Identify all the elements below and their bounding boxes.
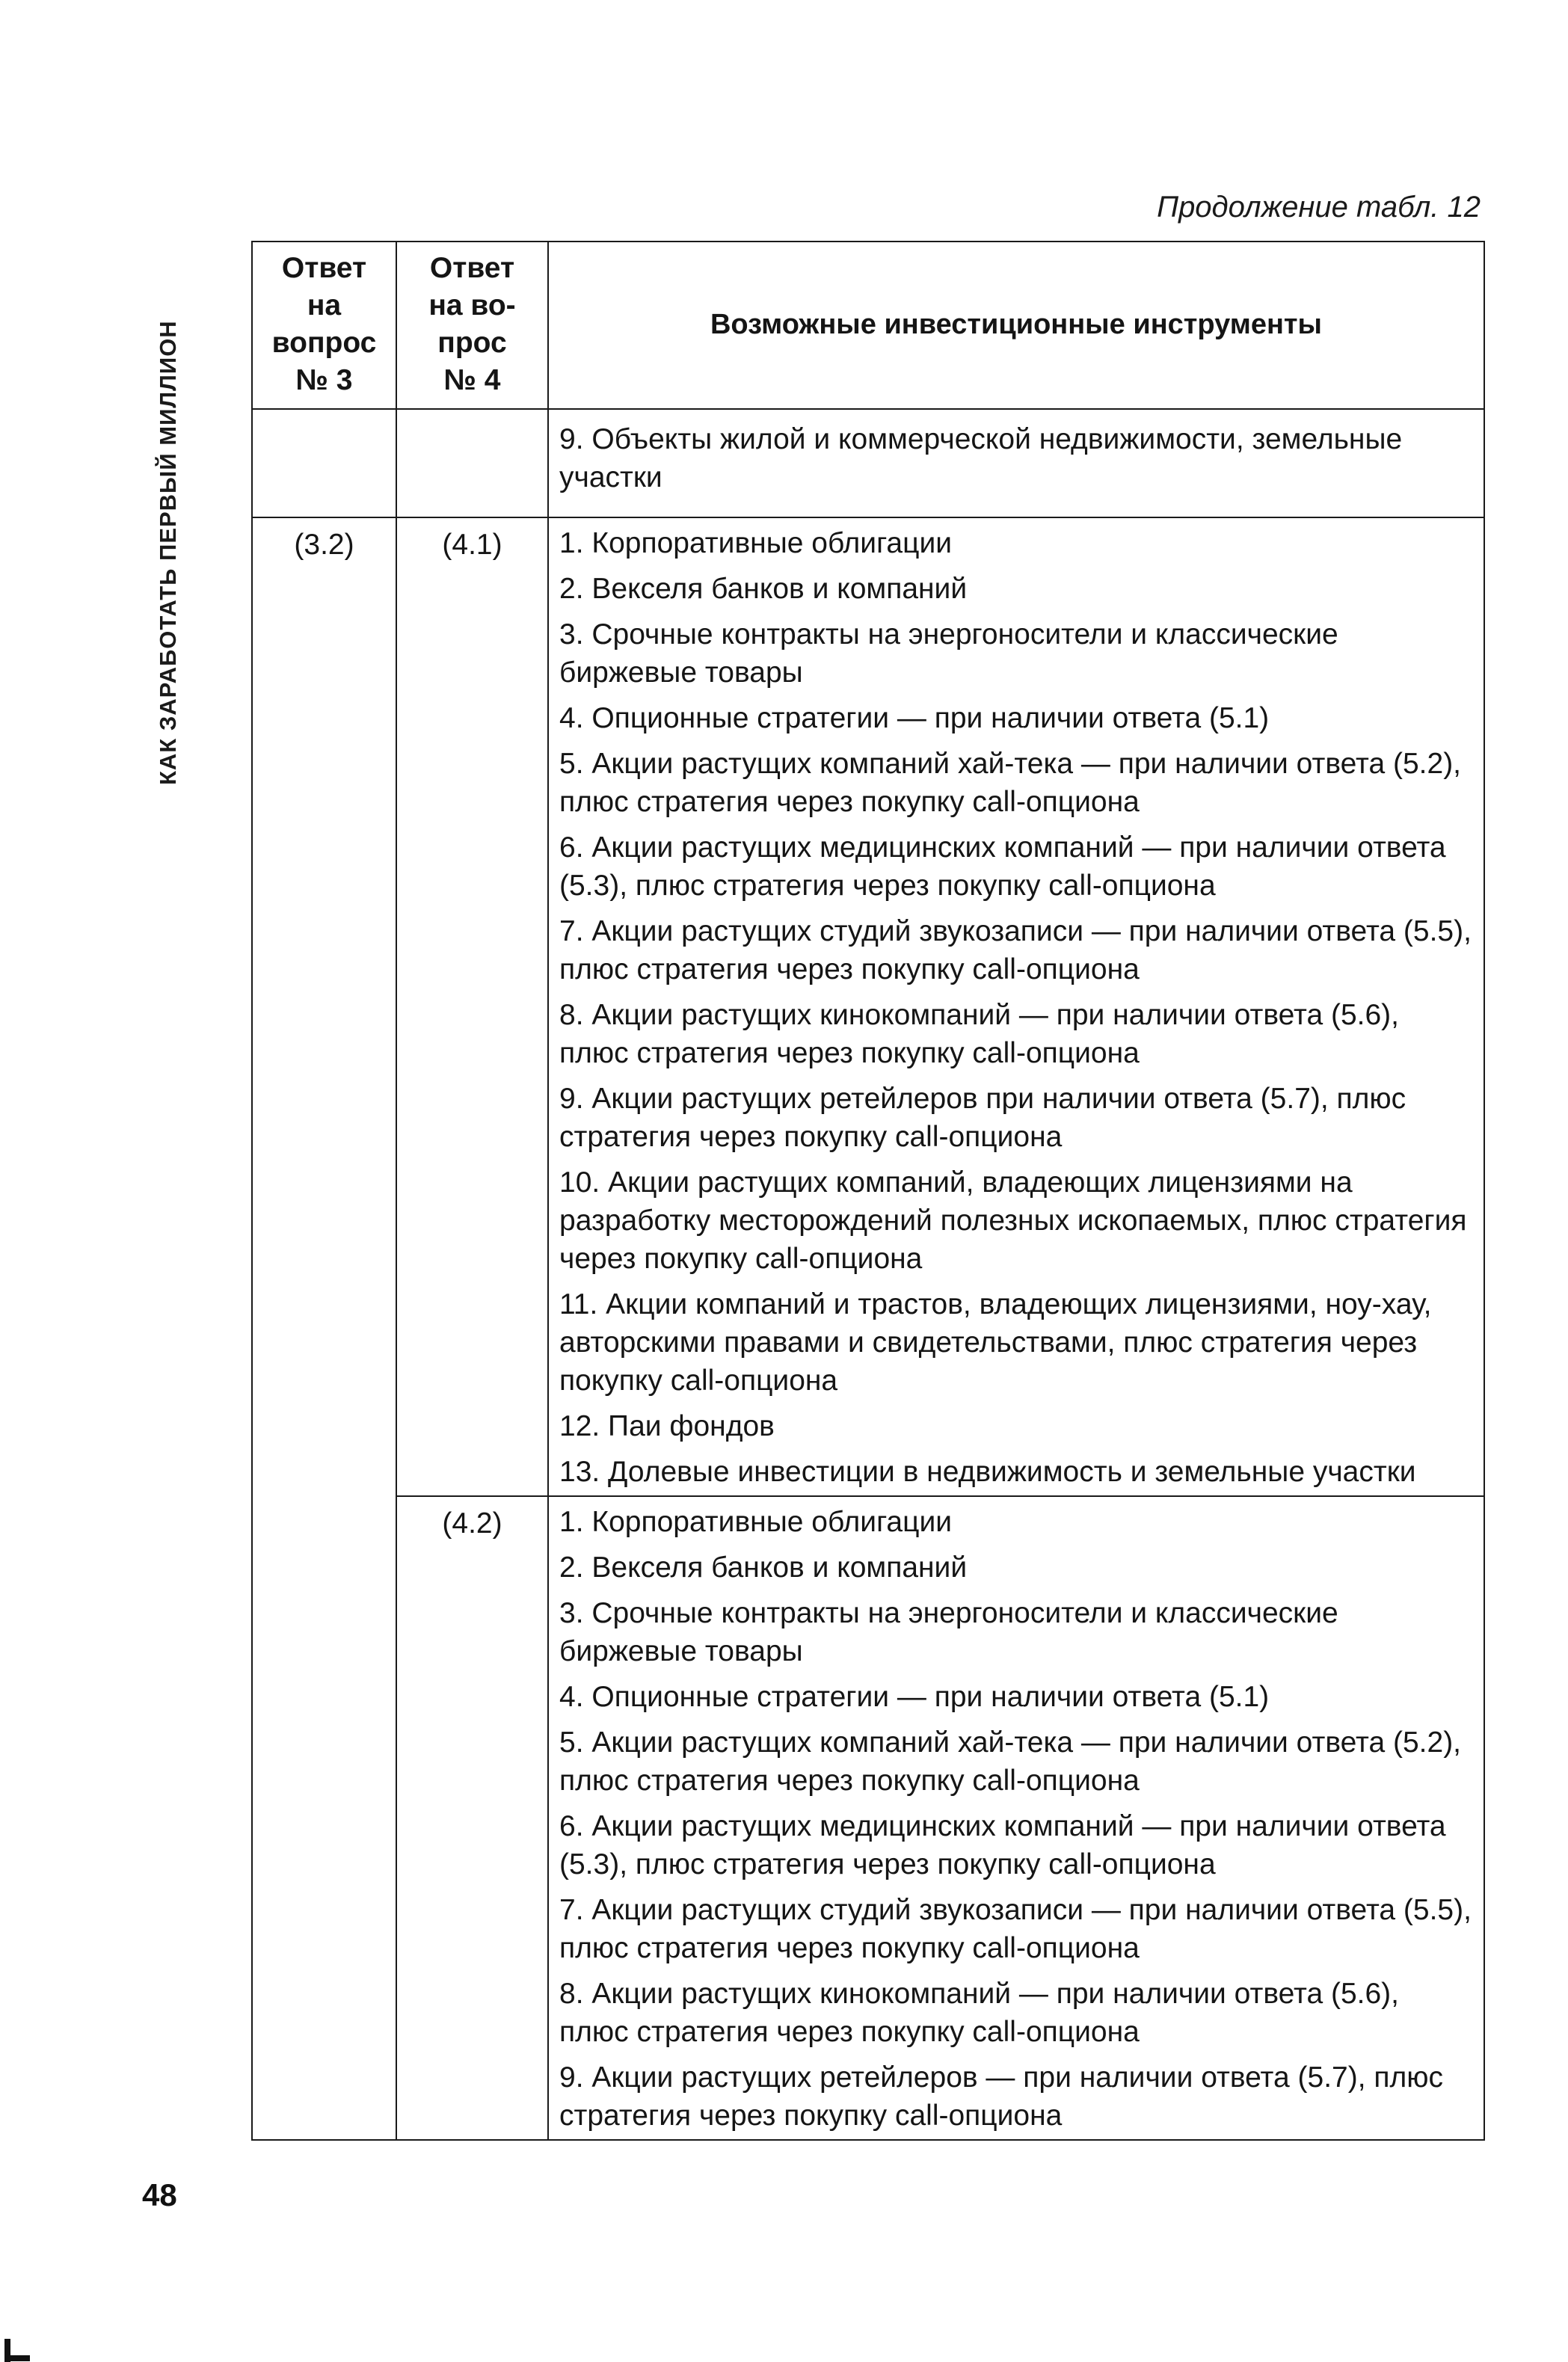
header-answer-q4-line: № 4 xyxy=(443,364,501,396)
list-item: 2. Векселя банков и компаний xyxy=(559,1551,968,1584)
header-answer-q3-line: № 3 xyxy=(295,364,353,396)
list-item: 1. Корпоративные облигации xyxy=(559,527,953,559)
crop-mark xyxy=(0,2339,30,2362)
table-header-row xyxy=(252,242,1484,409)
header-answer-q4-line: на во- xyxy=(428,289,516,322)
list-item: 8. Акции растущих кинокомпаний — при наличии ответа (5.6), плюс стратегия через покупку call-опциона xyxy=(559,999,1400,1069)
header-answer-q3-line: Ответ xyxy=(281,252,367,284)
cell-instruments xyxy=(548,409,1484,517)
list-item: 12. Паи фондов xyxy=(559,1410,775,1442)
list-item: 9. Объекты жилой и коммерческой недвижимости, земельные участки xyxy=(559,423,1403,493)
cell-answer-q4: (4.2) xyxy=(396,1496,548,2140)
list-item: 9. Акции растущих ретейлеров — при наличии ответа (5.7), плюс стратегия через покупку call-опциона xyxy=(559,2061,1443,2132)
cell-answer-q4 xyxy=(396,409,548,517)
header-answer-q3-line: вопрос xyxy=(271,327,377,359)
cell-answer-q4: (4.1) xyxy=(396,517,548,1496)
list-item: 4. Опционные стратегии — при наличии ответа (5.1) xyxy=(559,1681,1270,1713)
table-row xyxy=(252,1496,1484,2140)
list-item: 7. Акции растущих студий звукозаписи — при наличии ответа (5.5), плюс стратегия через покупку call-опциона xyxy=(559,1894,1472,1964)
table-row xyxy=(252,517,1484,1496)
cell-instruments xyxy=(548,517,1484,1496)
list-item: 1. Корпоративные облигации xyxy=(559,1506,953,1538)
list-item: 6. Акции растущих медицинских компаний — при наличии ответа (5.3), плюс стратегия через покупку call-опциона xyxy=(559,831,1446,902)
list-item: 2. Векселя банков и компаний xyxy=(559,573,968,605)
list-item: 10. Акции растущих компаний, владеющих лицензиями на разработку месторождений полезных ископаемых, плюс стратегия через покупку call-опциона xyxy=(559,1166,1467,1275)
investment-instruments-table xyxy=(251,241,1485,2141)
table-row xyxy=(252,409,1484,517)
table-continuation-label: Продолжение табл. 12 xyxy=(1157,191,1481,224)
cell-answer-q3 xyxy=(252,409,396,517)
cell-instruments xyxy=(548,1496,1484,2140)
header-answer-q3-line: на xyxy=(307,289,342,322)
list-item: 3. Срочные контракты на энергоносители и классические биржевые товары xyxy=(559,1597,1338,1667)
list-item: 6. Акции растущих медицинских компаний — при наличии ответа (5.3), плюс стратегия через покупку call-опциона xyxy=(559,1810,1446,1880)
list-item: 13. Долевые инвестиции в недвижимость и земельные участки xyxy=(559,1456,1416,1488)
page-number: 48 xyxy=(142,2177,177,2212)
header-answer-q4 xyxy=(396,242,548,409)
list-item: 3. Срочные контракты на энергоносители и классические биржевые товары xyxy=(559,618,1338,689)
header-answer-q4-line: прос xyxy=(437,327,507,359)
running-head: КАК ЗАРАБОТАТЬ ПЕРВЫЙ МИЛЛИОН xyxy=(155,320,181,785)
list-item: 8. Акции растущих кинокомпаний — при наличии ответа (5.6), плюс стратегия через покупку call-опциона xyxy=(559,1978,1400,2048)
list-item: 4. Опционные стратегии — при наличии ответа (5.1) xyxy=(559,702,1270,734)
header-answer-q4-line: Ответ xyxy=(429,252,515,284)
header-instruments: Возможные инвестиционные инструменты xyxy=(548,242,1484,409)
cell-answer-q3: (3.2) xyxy=(252,517,396,2140)
crop-mark-horizontal xyxy=(4,2355,30,2361)
header-answer-q3 xyxy=(252,242,396,409)
list-item: 11. Акции компаний и трастов, владеющих лицензиями, ноу-хау, авторскими правами и свидетельствами, плюс стратегия через покупку call-опциона xyxy=(559,1288,1432,1397)
list-item: 5. Акции растущих компаний хай-тека — при наличии ответа (5.2), плюс стратегия через покупку call-опциона xyxy=(559,748,1462,818)
list-item: 7. Акции растущих студий звукозаписи — при наличии ответа (5.5), плюс стратегия через покупку call-опциона xyxy=(559,915,1472,985)
list-item: 5. Акции растущих компаний хай-тека — при наличии ответа (5.2), плюс стратегия через покупку call-опциона xyxy=(559,1726,1462,1797)
list-item: 9. Акции растущих ретейлеров при наличии ответа (5.7), плюс стратегия через покупку call-опциона xyxy=(559,1083,1406,1153)
